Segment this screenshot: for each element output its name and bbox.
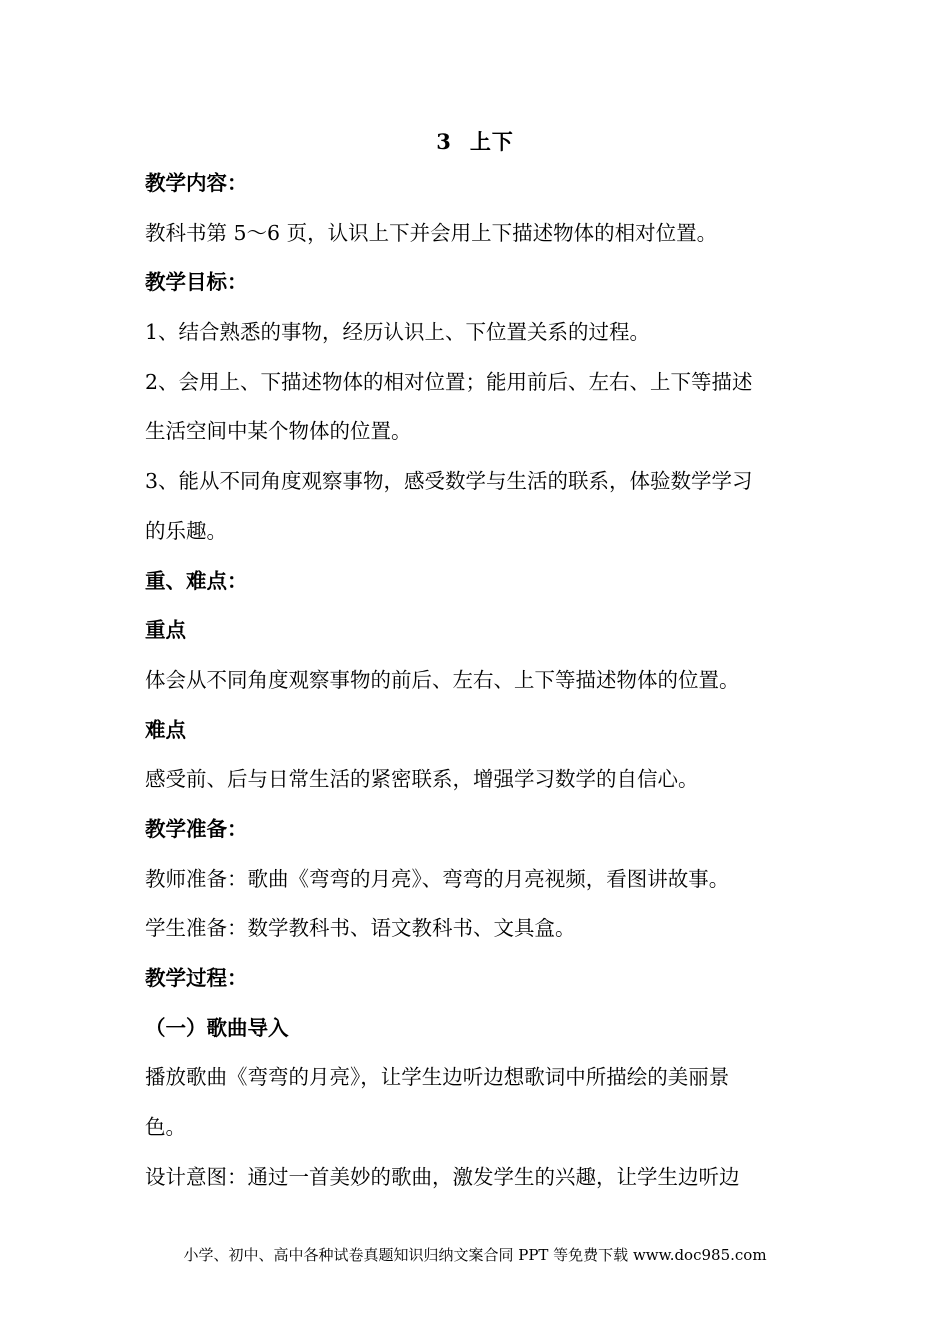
line-9: 重、难点： <box>145 568 248 593</box>
document-body <box>145 171 810 1214</box>
line-19: 播放歌曲《弯弯的月亮》，让学生边听边想歌词中所描绘的美丽景 <box>145 1065 730 1090</box>
line-18: （一）歌曲导入 <box>145 1015 289 1040</box>
line-4: 1、结合熟悉的事物，经历认识上、下位置关系的过程。 <box>145 320 651 345</box>
page-footer: 小学、初中、高中各种试卷真题知识归纳文案合同 PPT 等免费下载 www.doc985.com <box>183 1246 767 1264</box>
line-8: 的乐趣。 <box>145 518 227 543</box>
title-number: 3 <box>436 129 452 154</box>
line-16: 学生准备：数学教科书、语文教科书、文具盒。 <box>145 916 576 941</box>
line-3: 教学目标： <box>145 270 248 295</box>
line-17: 教学过程： <box>145 966 248 990</box>
line-7: 3、能从不同角度观察事物，感受数学与生活的联系，体验数学学习 <box>145 469 753 494</box>
line-6: 生活空间中某个物体的位置。 <box>145 419 412 444</box>
line-11: 体会从不同角度观察事物的前后、左右、上下等描述物体的位置。 <box>145 667 740 692</box>
line-14: 教学准备： <box>145 816 248 841</box>
line-15: 教师准备：歌曲《弯弯的月亮》、弯弯的月亮视频，看图讲故事。 <box>145 866 730 891</box>
line-20: 色。 <box>145 1115 186 1140</box>
line-21: 设计意图：通过一首美妙的歌曲，激发学生的兴趣，让学生边听边 <box>145 1164 740 1189</box>
line-5: 2、会用上、下描述物体的相对位置；能用前后、左右、上下等描述 <box>145 369 753 394</box>
document-title <box>0 126 950 156</box>
line-1: 教学内容： <box>145 171 248 195</box>
line-2: 教科书第 5～6 页，认识上下并会用上下描述物体的相对位置。 <box>145 220 718 245</box>
line-10: 重点 <box>145 618 186 643</box>
line-12: 难点 <box>145 717 186 742</box>
title-text: 上下 <box>469 129 514 154</box>
line-13: 感受前、后与日常生活的紧密联系，增强学习数学的自信心。 <box>145 767 699 792</box>
